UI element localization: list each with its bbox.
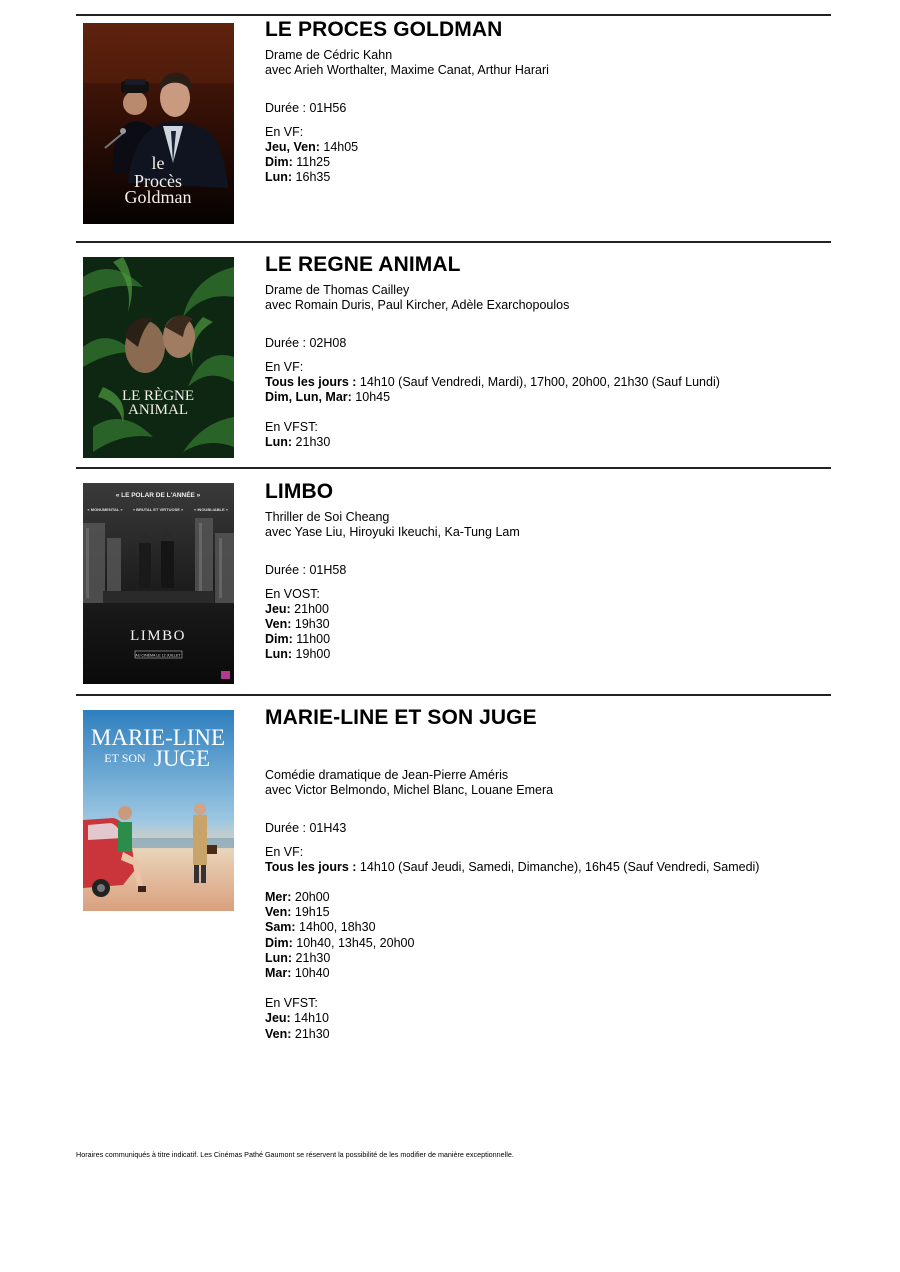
showtime-days: Ven: bbox=[265, 617, 292, 632]
poster-text: LIMBO bbox=[130, 628, 186, 644]
version-label: En VF: bbox=[265, 359, 304, 374]
version-label: En VOST: bbox=[265, 586, 320, 601]
film-duration: Durée : 02H08 bbox=[265, 336, 347, 351]
film-cast: avec Romain Duris, Paul Kircher, Adèle Exarchopoulos bbox=[265, 298, 570, 313]
showtime-row bbox=[265, 860, 825, 875]
showtime-times: 21h30 bbox=[292, 435, 331, 450]
showtime-days: Mar: bbox=[265, 966, 292, 981]
poster-text: ANIMAL bbox=[128, 402, 188, 418]
showtime-row bbox=[265, 435, 825, 450]
showtime-row bbox=[265, 890, 825, 905]
showtime-row bbox=[265, 170, 825, 185]
poster-text: JUGE bbox=[153, 746, 211, 771]
showtime-times: 21h30 bbox=[292, 950, 331, 965]
showtime-days: Lun: bbox=[265, 950, 293, 965]
showtime-times: 19h15 bbox=[291, 905, 330, 920]
showtime-row bbox=[265, 140, 825, 155]
showtime-times: 14h00, 18h30 bbox=[295, 920, 376, 935]
showtime-days: Tous les jours : bbox=[265, 374, 357, 389]
showtime-row bbox=[265, 905, 825, 920]
film-title: LE PROCES GOLDMAN bbox=[265, 18, 503, 41]
showtime-days: Jeu, Ven: bbox=[265, 139, 320, 154]
film-info bbox=[265, 480, 825, 663]
film-title: LIMBO bbox=[265, 480, 334, 503]
film-duration: Durée : 01H43 bbox=[265, 821, 347, 836]
film-genre: Drame de Thomas Cailley bbox=[265, 283, 410, 297]
showtime-days: Lun: bbox=[265, 170, 293, 185]
showtime-row bbox=[265, 951, 825, 966]
poster-le-regne-animal bbox=[83, 257, 234, 458]
poster-text: « INOUBLIABLE » bbox=[193, 507, 229, 512]
showtime-days: Dim: bbox=[265, 935, 293, 950]
version-label: En VFST: bbox=[265, 996, 318, 1011]
poster-limbo bbox=[83, 483, 234, 684]
showtime-times: 11h00 bbox=[292, 632, 331, 647]
film-info bbox=[265, 18, 825, 185]
showtime-row bbox=[265, 966, 825, 981]
film-duration: Durée : 01H58 bbox=[265, 563, 347, 578]
showtime-times: 19h00 bbox=[292, 647, 331, 662]
poster-marie-line-et-son-juge bbox=[83, 710, 234, 911]
poster-text: le bbox=[151, 153, 165, 173]
showtime-row bbox=[265, 936, 825, 951]
showtime-times: 11h25 bbox=[292, 155, 331, 170]
showtime-days: Mer: bbox=[265, 890, 292, 905]
separator bbox=[76, 241, 831, 243]
showtime-days: Sam: bbox=[265, 920, 296, 935]
showtime-days: Jeu: bbox=[265, 601, 291, 616]
version-label: En VF: bbox=[265, 844, 304, 859]
showtime-times: 21h30 bbox=[291, 1026, 330, 1041]
footer-disclaimer: Horaires communiqués à titre indicatif. Les Cinémas Pathé Gaumont se réservent la possibilité de les modifier de manière exceptionnelle. bbox=[76, 1150, 514, 1159]
showtime-times: 20h00 bbox=[291, 890, 330, 905]
showtime-days: Ven: bbox=[265, 905, 292, 920]
showtime-days: Jeu: bbox=[265, 1011, 291, 1026]
version-label: En VFST: bbox=[265, 420, 318, 435]
showtime-times: 16h35 bbox=[292, 170, 331, 185]
poster-text: « LE POLAR DE L'ANNÉE » bbox=[115, 492, 201, 499]
showtime-days: Ven: bbox=[265, 1026, 292, 1041]
poster-text: ET SON bbox=[104, 751, 146, 765]
showtime-times: 10h40, 13h45, 20h00 bbox=[292, 935, 415, 950]
showtime-row bbox=[265, 647, 825, 662]
showtime-row bbox=[265, 632, 825, 647]
showtime-times: 10h40 bbox=[291, 966, 330, 981]
poster-text: Procès bbox=[134, 171, 182, 191]
film-duration: Durée : 01H56 bbox=[265, 101, 347, 116]
poster-text: Goldman bbox=[124, 187, 192, 207]
separator bbox=[76, 14, 831, 16]
film-cast: avec Arieh Worthalter, Maxime Canat, Arthur Harari bbox=[265, 63, 549, 78]
showtime-times: 14h05 bbox=[319, 139, 359, 154]
showtime-days: Dim: bbox=[265, 632, 293, 647]
showtime-times: 10h45 bbox=[351, 390, 391, 405]
film-cast: avec Victor Belmondo, Michel Blanc, Louane Emera bbox=[265, 783, 554, 798]
film-info bbox=[265, 706, 825, 1042]
showtime-times: 14h10 (Sauf Vendredi, Mardi), 17h00, 20h00, 21h30 (Sauf Lundi) bbox=[356, 374, 720, 389]
showtime-days: Dim, Lun, Mar: bbox=[265, 390, 352, 405]
film-genre: Comédie dramatique de Jean-Pierre Améris bbox=[265, 768, 509, 782]
showtime-days: Dim: bbox=[265, 155, 293, 170]
separator bbox=[76, 694, 831, 696]
film-genre: Thriller de Soi Cheang bbox=[265, 510, 390, 524]
showtime-row bbox=[265, 1011, 825, 1026]
film-cast: avec Yase Liu, Hiroyuki Ikeuchi, Ka-Tung Lam bbox=[265, 525, 520, 540]
showtime-days: Lun: bbox=[265, 647, 293, 662]
showtime-row bbox=[265, 155, 825, 170]
showtime-row bbox=[265, 602, 825, 617]
poster-text: « MONUMENTAL » bbox=[87, 507, 123, 512]
poster-le-proces-goldman bbox=[83, 23, 234, 224]
showtime-times: 21h00 bbox=[290, 601, 329, 616]
showtime-days: Lun: bbox=[265, 435, 293, 450]
film-title: LE REGNE ANIMAL bbox=[265, 253, 461, 276]
separator bbox=[76, 467, 831, 469]
showtime-row bbox=[265, 617, 825, 632]
poster-text: LE RÈGNE bbox=[121, 388, 195, 404]
poster-text: « BRUTAL ET VIRTUOSE » bbox=[132, 507, 184, 512]
version-label: En VF: bbox=[265, 124, 304, 139]
showtime-times: 14h10 (Sauf Jeudi, Samedi, Dimanche), 16h45 (Sauf Vendredi, Samedi) bbox=[356, 859, 760, 874]
showtime-times: 19h30 bbox=[291, 617, 330, 632]
showtime-days: Tous les jours : bbox=[265, 859, 357, 874]
poster-text: MARIE-LINE bbox=[90, 725, 226, 750]
showtime-row bbox=[265, 920, 825, 935]
showtime-row bbox=[265, 390, 825, 405]
film-info bbox=[265, 253, 825, 451]
showtime-row bbox=[265, 375, 825, 390]
film-title: MARIE-LINE ET SON JUGE bbox=[265, 706, 537, 729]
film-genre: Drame de Cédric Kahn bbox=[265, 48, 393, 62]
showtime-times: 14h10 bbox=[290, 1011, 329, 1026]
showtime-row bbox=[265, 1027, 825, 1042]
poster-text: AU CINÉMA LE 12 JUILLET bbox=[135, 653, 181, 658]
